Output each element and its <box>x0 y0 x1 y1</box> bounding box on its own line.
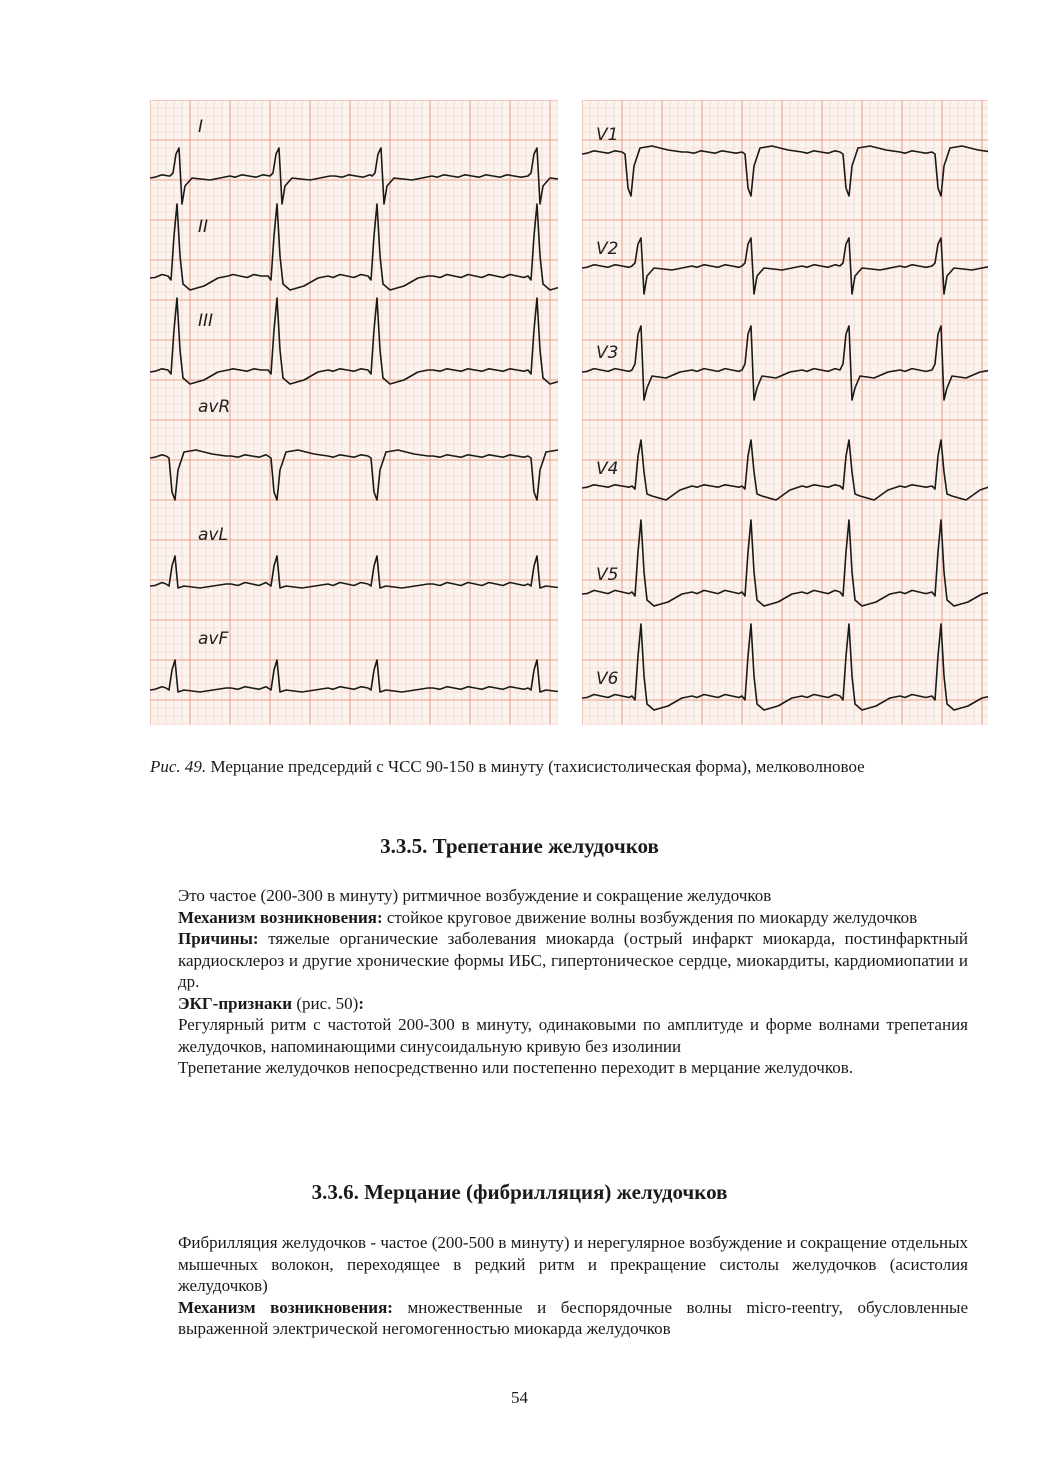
flutter-mechanism-text: стойкое круговое движение волны возбуждения по миокарду желудочков <box>382 907 918 927</box>
lead-label-i: I <box>198 117 204 137</box>
figure-number: Рис. 49. <box>150 757 207 776</box>
section-fibrillation-body <box>150 1232 968 1340</box>
lead-label-iii: III <box>198 311 214 331</box>
lead-label-v1: V1 <box>596 125 619 145</box>
flutter-definition: Это частое (200-300 в минуту) ритмичное возбуждение и сокращение желудочков <box>178 886 772 905</box>
lead-label-v3: V3 <box>596 343 619 363</box>
lead-label-v2: V2 <box>596 239 619 259</box>
ecg-chest-leads-panel <box>582 100 988 725</box>
lead-label-v4: V4 <box>596 459 619 479</box>
ecg-chest-leads-svg <box>582 100 988 725</box>
lead-label-avl: avL <box>198 525 228 545</box>
ecg-paper-background <box>582 100 988 725</box>
section-heading-flutter: 3.3.5. Трепетание желудочков <box>380 834 659 858</box>
lead-label-avr: avR <box>198 397 231 417</box>
flutter-ecg-label: ЭКГ-признаки <box>178 993 293 1013</box>
section-flutter-body <box>150 885 968 1079</box>
lead-label-avf: avF <box>198 629 229 649</box>
ecg-limb-leads-panel <box>150 100 558 725</box>
flutter-ecg-signs <box>150 993 968 1015</box>
flutter-ecg-colon: : <box>358 993 364 1013</box>
lead-label-v6: V6 <box>596 669 619 689</box>
lead-label-v5: V5 <box>596 565 619 585</box>
fibrillation-mechanism-label: Механизм возникновения: <box>178 1297 393 1317</box>
figure-caption <box>150 756 970 777</box>
flutter-ecg-ref: (рис. 50) <box>292 993 359 1013</box>
flutter-mechanism <box>150 907 968 929</box>
flutter-causes <box>150 928 968 993</box>
flutter-ecg-text: Регулярный ритм с частотой 200-300 в минуту, одинаковыми по амплитуде и форме волнами трепетания желудочков, напоминающими синусоидальную кривую без изолинии <box>178 1015 968 1056</box>
flutter-causes-label: Причины: <box>178 929 259 948</box>
figure-caption-text: Мерцание предсердий с ЧСС 90-150 в минуту (тахисистолическая форма), мелковолновое <box>206 757 865 776</box>
section-heading-fibrillation: 3.3.6. Мерцание (фибрилляция) желудочков <box>311 1180 728 1204</box>
fibrillation-mechanism-text: множественные и беспорядочные волны micro-reentry, обусловленные выраженной электрической негомогенностью миокарда желудочков <box>178 1297 969 1338</box>
fibrillation-definition: Фибрилляция желудочков - частое (200-500 в минуту) и нерегулярное возбуждение и сокращение отдельных мышечных волокон, переходящее в редкий ритм и прекращение систолы желудочков (асистолия желудочков) <box>178 1233 968 1295</box>
ecg-limb-leads-svg <box>150 100 558 725</box>
ecg-figure <box>150 100 988 725</box>
fibrillation-mechanism <box>150 1297 968 1340</box>
flutter-causes-text: тяжелые органические заболевания миокарда (острый инфаркт миокарда, постинфарктный кардиосклероз и другие хронические формы ИБС, гипертоническое сердце, миокардиты, кардиомиопатии и др. <box>178 929 968 991</box>
flutter-mechanism-label: Механизм возникновения: <box>178 907 383 927</box>
flutter-transition: Трепетание желудочков непосредственно или постепенно переходит в мерцание желудочков. <box>178 1058 854 1077</box>
lead-label-ii: II <box>198 217 209 237</box>
page-number: 54 <box>511 1388 528 1407</box>
